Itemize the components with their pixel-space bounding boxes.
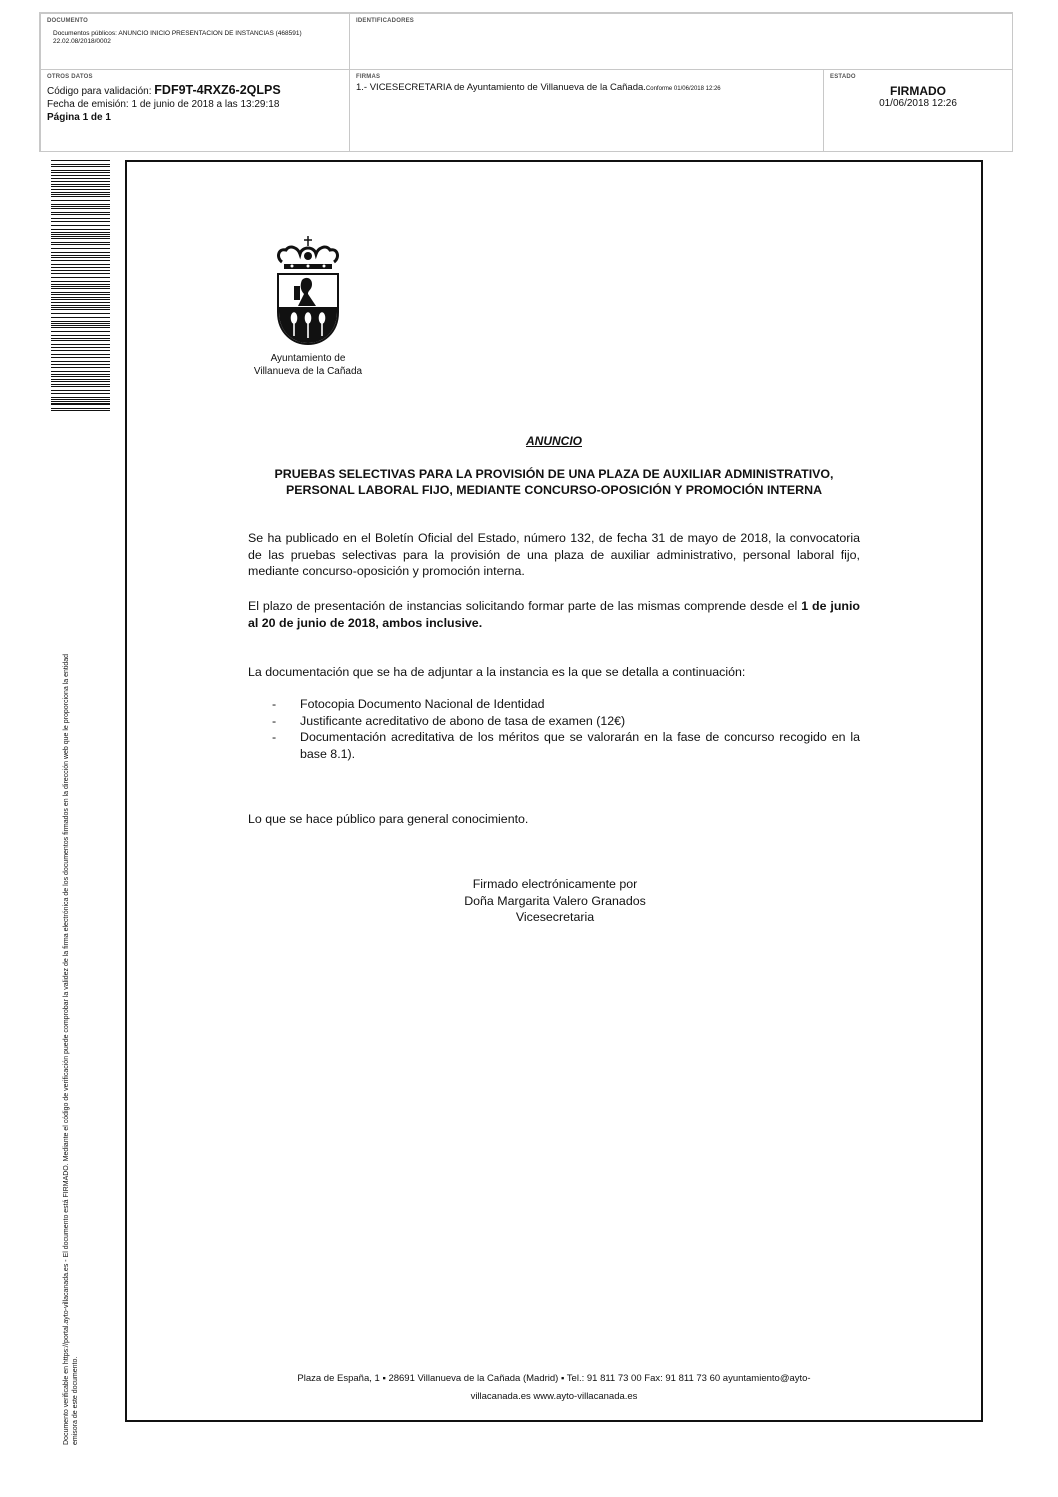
coat-of-arms-logo — [272, 236, 344, 346]
firmas-caption: FIRMAS — [356, 74, 381, 80]
logo-caption — [248, 352, 368, 378]
firma-small: Conforme 01/06/2018 12:26 — [645, 86, 721, 92]
estado-date: 01/06/2018 12:26 — [879, 98, 957, 109]
firma-entry — [356, 82, 817, 93]
firma-main: 1.- VICESECRETARIA de Ayuntamiento de Villanueva de la Cañada. — [356, 82, 646, 93]
codigo-label: Código para validación: — [47, 86, 152, 97]
firmas-cell — [349, 69, 824, 152]
otros-caption: OTROS DATOS — [47, 74, 93, 80]
signature-line2: Doña Margarita Valero Granados — [464, 893, 646, 908]
paragraph-plazo — [248, 598, 860, 631]
logo-line2: Villanueva de la Cañada — [253, 366, 363, 377]
list-item — [272, 713, 860, 730]
documento-text: Documentos públicos: ANUNCIO INICIO PRESENTACION DE INSTANCIAS (468591) 22.02.08/2018/0002 — [53, 30, 302, 45]
side-text-line1: Documento verificable en https://portal.ayto-villacanada.es - El documento está FIRMADO. Mediante el código de verificación puede comprobar la validez de la firma electrónica de los documentos firmados en la dirección web que le proporciona la entidad — [63, 653, 70, 1445]
estado-value: FIRMADO — [890, 84, 946, 98]
document-header — [39, 12, 1013, 152]
plazo-dates: 1 de junio al 20 de junio de 2018, ambos inclusive. — [248, 599, 861, 630]
signature-block — [400, 876, 710, 926]
logo-line1: Ayuntamiento de — [270, 353, 346, 364]
paragraph-boe: Se ha publicado en el Boletín Oficial del Estado, número 132, de fecha 31 de mayo de 2018, la convocatoria de las pruebas selectivas para la provisión de una plaza de auxiliar administrativo, personal laboral fijo, mediante concurso-oposición y promoción interna. — [248, 531, 860, 578]
list-dash: - — [272, 697, 277, 711]
list-item — [272, 696, 860, 713]
codigo-value: FDF9T-4RXZ6-2QLPS — [154, 83, 281, 97]
signature-line3: Vicesecretaria — [515, 910, 595, 924]
list-item-text: Fotocopia Documento Nacional de Identidad — [300, 697, 545, 711]
pagina: Página 1 de 1 — [47, 112, 111, 123]
list-item-text: Documentación acreditativa de los méritos que se valorarán en la fase de concurso recogido en la base 8.1). — [300, 730, 860, 761]
paragraph-closing: Lo que se hace público para general conocimiento. — [248, 812, 529, 826]
otros-datos-cell — [40, 69, 350, 152]
paragraph-documentacion: La documentación que se ha de adjuntar a la instancia es la que se detalla a continuación: — [248, 665, 746, 679]
footer-line2: villacanada.es www.ayto-villacanada.es — [470, 1391, 638, 1402]
estado-caption: ESTADO — [830, 74, 856, 80]
identificadores-caption: IDENTIFICADORES — [356, 18, 415, 24]
list-item-text: Justificante acreditativo de abono de tasa de examen (12€) — [300, 713, 626, 728]
documento-cell — [40, 13, 350, 70]
plazo-text: El plazo de presentación de instancias solicitando formar parte de las mismas comprende desde el — [248, 599, 802, 613]
list-dash: - — [272, 713, 277, 728]
documento-caption: DOCUMENTO — [47, 18, 89, 24]
side-verification-text — [62, 435, 80, 1445]
footer-line1: Plaza de España, 1 ▪ 28691 Villanueva de la Cañada (Madrid) ▪ Tel.: 91 811 73 00 Fax: 91 811 73 60 ayuntamiento@ayto- — [297, 1373, 811, 1384]
fecha-emision: Fecha de emisión: 1 de junio de 2018 a las 13:29:18 — [47, 99, 280, 110]
identificadores-cell — [349, 13, 1013, 70]
announcement-title: PRUEBAS SELECTIVAS PARA LA PROVISIÓN DE UNA PLAZA DE AUXILIAR ADMINISTRATIVO, PERSONAL LABORAL FIJO, MEDIANTE CONCURSO-OPOSICIÓN Y PROMOCIÓN INTERNA — [274, 467, 834, 497]
documentation-list — [272, 696, 860, 762]
anuncio-heading: ANUNCIO — [526, 434, 582, 448]
barcode — [51, 160, 110, 412]
side-text-line2: emisora de este documento. — [72, 1356, 79, 1445]
signature-line1: Firmado electrónicamente por — [472, 877, 638, 891]
footer-address — [248, 1370, 860, 1406]
list-item — [272, 729, 860, 762]
document-frame — [125, 160, 983, 1422]
codigo-validacion — [47, 84, 343, 98]
estado-cell — [823, 69, 1013, 152]
list-dash: - — [272, 730, 277, 744]
